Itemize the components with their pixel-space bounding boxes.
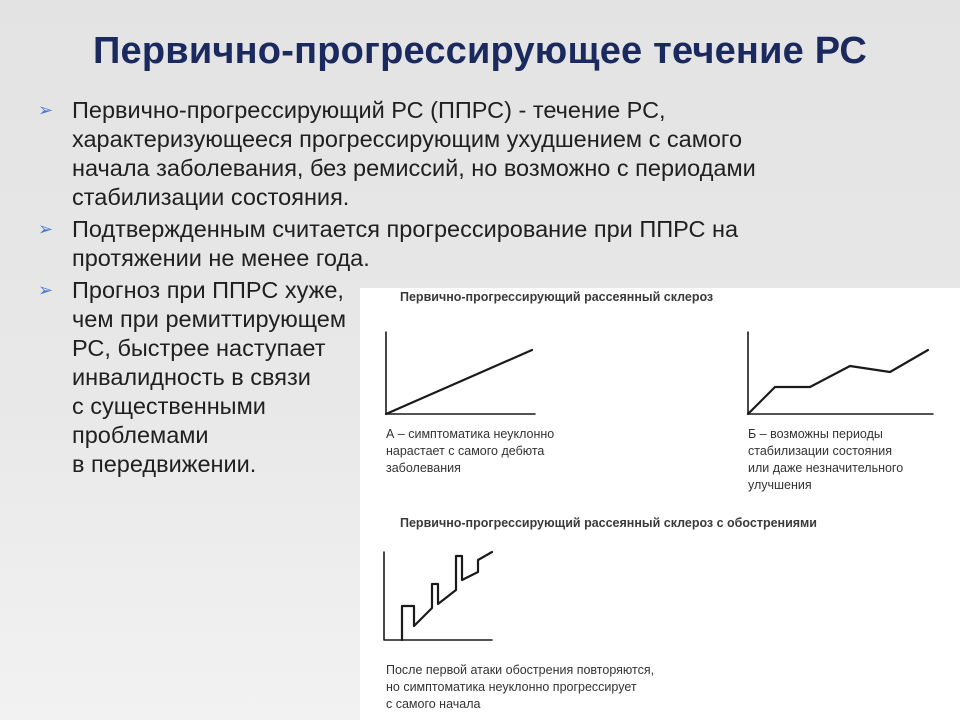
bullet-item-1 — [34, 96, 834, 212]
caption-c — [386, 662, 654, 713]
caption-b-line: Б – возможны периоды — [748, 427, 883, 441]
bullet-line: протяжении не менее года. — [72, 245, 370, 271]
caption-c-line: но симптоматика неуклонно прогрессирует — [386, 680, 637, 694]
caption-a-line: заболевания — [386, 461, 461, 475]
figure-panel — [360, 288, 960, 720]
figure-title-top: Первично-прогрессирующий рассеянный склероз — [400, 290, 714, 304]
caption-b — [748, 426, 903, 494]
bullet-line: РС, быстрее наступает — [72, 335, 326, 361]
bullet-line: проблемами — [72, 422, 209, 448]
arrow-bullet-icon: ➢ — [38, 280, 54, 300]
bullet-line: начала заболевания, без ремиссий, но возможно с периодами — [72, 155, 756, 181]
bullet-line: Подтвержденным считается прогрессирование при ППРС на — [72, 216, 739, 242]
slide-title: Первично-прогрессирующее течение РС — [93, 30, 867, 72]
graph-a-curve — [386, 350, 532, 414]
arrow-bullet-icon: ➢ — [38, 219, 54, 239]
bullet-line: в передвижении. — [72, 451, 257, 477]
caption-b-line: стабилизации состояния — [748, 444, 893, 458]
bullet-line: Первично-прогрессирующий РС (ППРС) - течение РС, — [72, 97, 666, 123]
bullet-line: стабилизации состояния. — [72, 184, 350, 210]
bullet-line: характеризующееся прогрессирующим ухудшением с самого — [72, 126, 743, 152]
caption-b-line: улучшения — [748, 478, 812, 492]
bullet-line: чем при ремиттирующем — [72, 306, 347, 332]
graph-b-curve — [748, 350, 928, 414]
course-diagrams — [360, 288, 960, 720]
caption-c-line: После первой атаки обострения повторяются, — [386, 663, 655, 677]
caption-a-line: А – симптоматика неуклонно — [386, 427, 555, 441]
bullet-line: инвалидность в связи — [72, 364, 311, 390]
graph-c-curve — [402, 552, 492, 640]
graph-a-axes — [386, 332, 535, 414]
bullet-line: Прогноз при ППРС хуже, — [72, 277, 344, 303]
bullet-line: с существенными — [72, 393, 266, 419]
caption-a — [386, 426, 554, 477]
graph-b-axes — [748, 332, 933, 414]
arrow-bullet-icon: ➢ — [38, 100, 54, 120]
caption-a-line: нарастает с самого дебюта — [386, 444, 545, 458]
figure-title-bottom: Первично-прогрессирующий рассеянный склероз с обострениями — [400, 516, 817, 530]
caption-b-line: или даже незначительного — [748, 461, 904, 475]
caption-c-line: с самого начала — [386, 697, 481, 711]
bullet-item-2 — [34, 215, 834, 273]
